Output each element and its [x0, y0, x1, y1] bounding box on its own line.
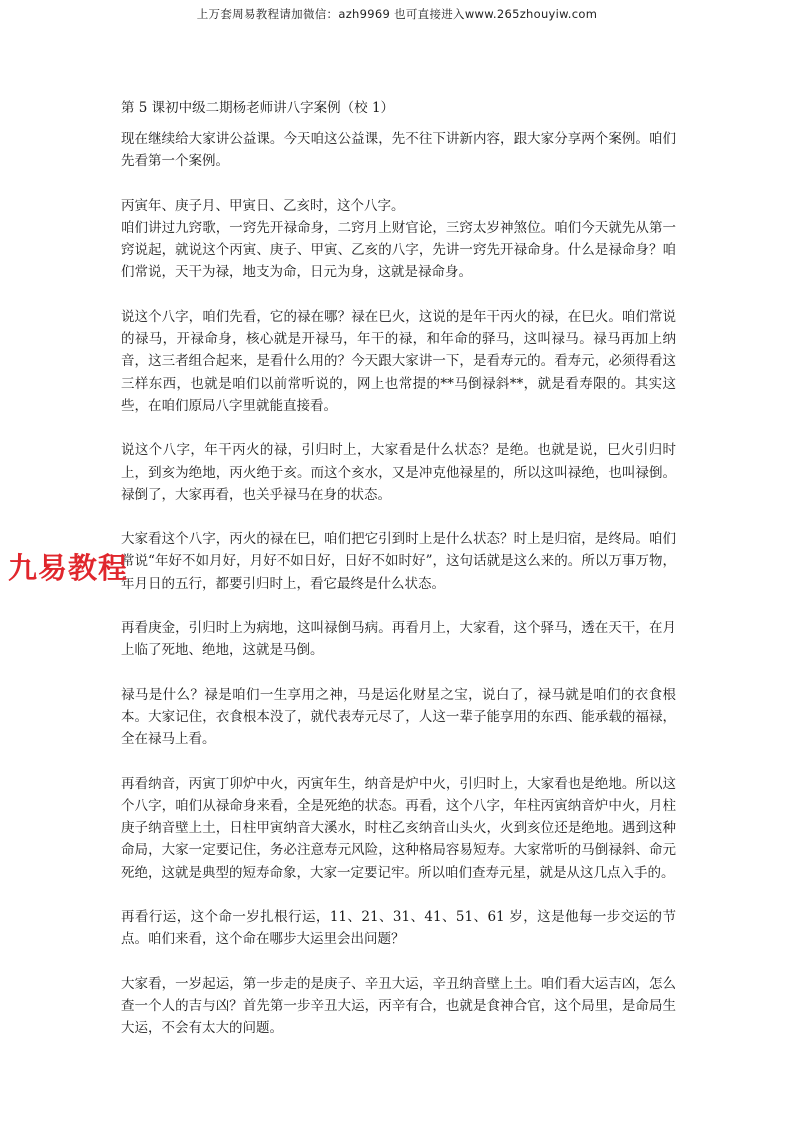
document-title: 第 5 课初中级二期杨老师讲八字案例（校 1）	[121, 100, 395, 116]
paragraph-line: 再看行运，这个命一岁扎根行运，11、21、31、41、51、61 岁，这是他每一步交运的节点。咱们来看，这个命在哪步大运里会出问题？	[121, 909, 676, 948]
paragraph	[121, 439, 676, 506]
document-body	[121, 97, 676, 1062]
paragraph-line: 大家看这个八字，丙火的禄在巳，咱们把它引到时上是什么状态？时上是归宿，是终局。咱们常说“年好不如月好，月好不如日好，日好不如时好”，这句话就是这么来的。所以万事万物，年月日的五行，都要引归时上，看它最终是什么状态。	[121, 531, 676, 592]
paragraph-line: 说这个八字，年干丙火的禄，引归时上，大家看是什么状态？是绝。也就是说，巳火引归时上，到亥为绝地，丙火绝于亥。而这个亥水，又是冲克他禄星的，所以这叫禄绝，也叫禄倒。禄倒了，大家再看，也关乎禄马在身的状态。	[121, 442, 676, 503]
paragraph-line: 说这个八字，咱们先看，它的禄在哪？禄在巳火，这说的是年干丙火的禄，在巳火。咱们常说的禄马，开禄命身，核心就是开禄马，年干的禄，和年命的驿马，这叫禄马。禄马再加上纳音，这三者组合起来，是看什么用的？今天跟大家讲一下，是看寿元的。看寿元，必须得看这三样东西，也就是咱们以前常听说的，网上也常提的**马倒禄斜**，就是看寿限的。其实这些，在咱们原局八字里就能直接看。	[121, 308, 676, 414]
paragraph-line: 大家看，一岁起运，第一步走的是庚子、辛丑大运，辛丑纳音壁上土。咱们看大运吉凶，怎么查一个人的吉与凶？首先第一步辛丑大运，丙辛有合，也就是食神合官，这个局里，是命局生大运，不会有太大的问题。	[121, 975, 676, 1037]
paragraph-line: 现在继续给大家讲公益课。今天咱这公益课，先不往下讲新内容，跟大家分享两个案例。咱们先看第一个案例。	[121, 131, 676, 170]
paragraph	[121, 195, 676, 284]
paragraph-line: 咱们讲过九窍歌，一窍先开禄命身，二窍月上财官论，三窍太岁神煞位。咱们今天就先从第一窍说起，就说这个丙寅、庚子、甲寅、乙亥的八字，先讲一窍先开禄命身。什么是禄命身？咱们常说，天干为禄，地支为命，日元为身，这就是禄命身。	[121, 219, 676, 281]
paragraph	[121, 617, 676, 662]
paragraph-line: 再看庚金，引归时上为病地，这叫禄倒马病。再看月上，大家看，这个驿马，透在天干，在月上临了死地、绝地，这就是马倒。	[121, 620, 676, 659]
paragraph-line: 丙寅年、庚子月、甲寅日、乙亥时，这个八字。	[121, 197, 405, 214]
paragraph	[121, 906, 676, 951]
paragraph-line: 禄马是什么？禄是咱们一生享用之神，马是运化财星之宝，说白了，禄马就是咱们的衣食根本。大家记住，衣食根本没了，就代表寿元尽了，人这一辈子能享用的东西、能承载的福禄，全在禄马上看。	[121, 686, 676, 748]
watermark-logo: 九易教程	[8, 551, 129, 585]
paragraph-line: 再看纳音，丙寅丁卯炉中火，丙寅年生，纳音是炉中火，引归时上，大家看也是绝地。所以这个八字，咱们从禄命身来看，全是死绝的状态。再看，这个八字，年柱丙寅纳音炉中火，月柱庚子纳音壁上土，日柱甲寅纳音大溪水，时柱乙亥纳音山头火，火到亥位还是绝地。遇到这种命局，大家一定要记住，务必注意寿元风险，这种格局容易短寿。大家常听的马倒禄斜、命元死绝，这就是典型的短寿命象，大家一定要记牢。所以咱们查寿元星，就是从这几点入手的。	[121, 775, 676, 881]
paragraph	[121, 973, 676, 1040]
paragraph	[121, 684, 676, 751]
paragraph	[121, 128, 676, 173]
page-header: 上万套周易教程请加微信：azh9969 也可直接进入www.265zhouyiw.com	[196, 7, 598, 21]
paragraph	[121, 773, 676, 884]
paragraph	[121, 528, 676, 595]
paragraph	[121, 306, 676, 417]
